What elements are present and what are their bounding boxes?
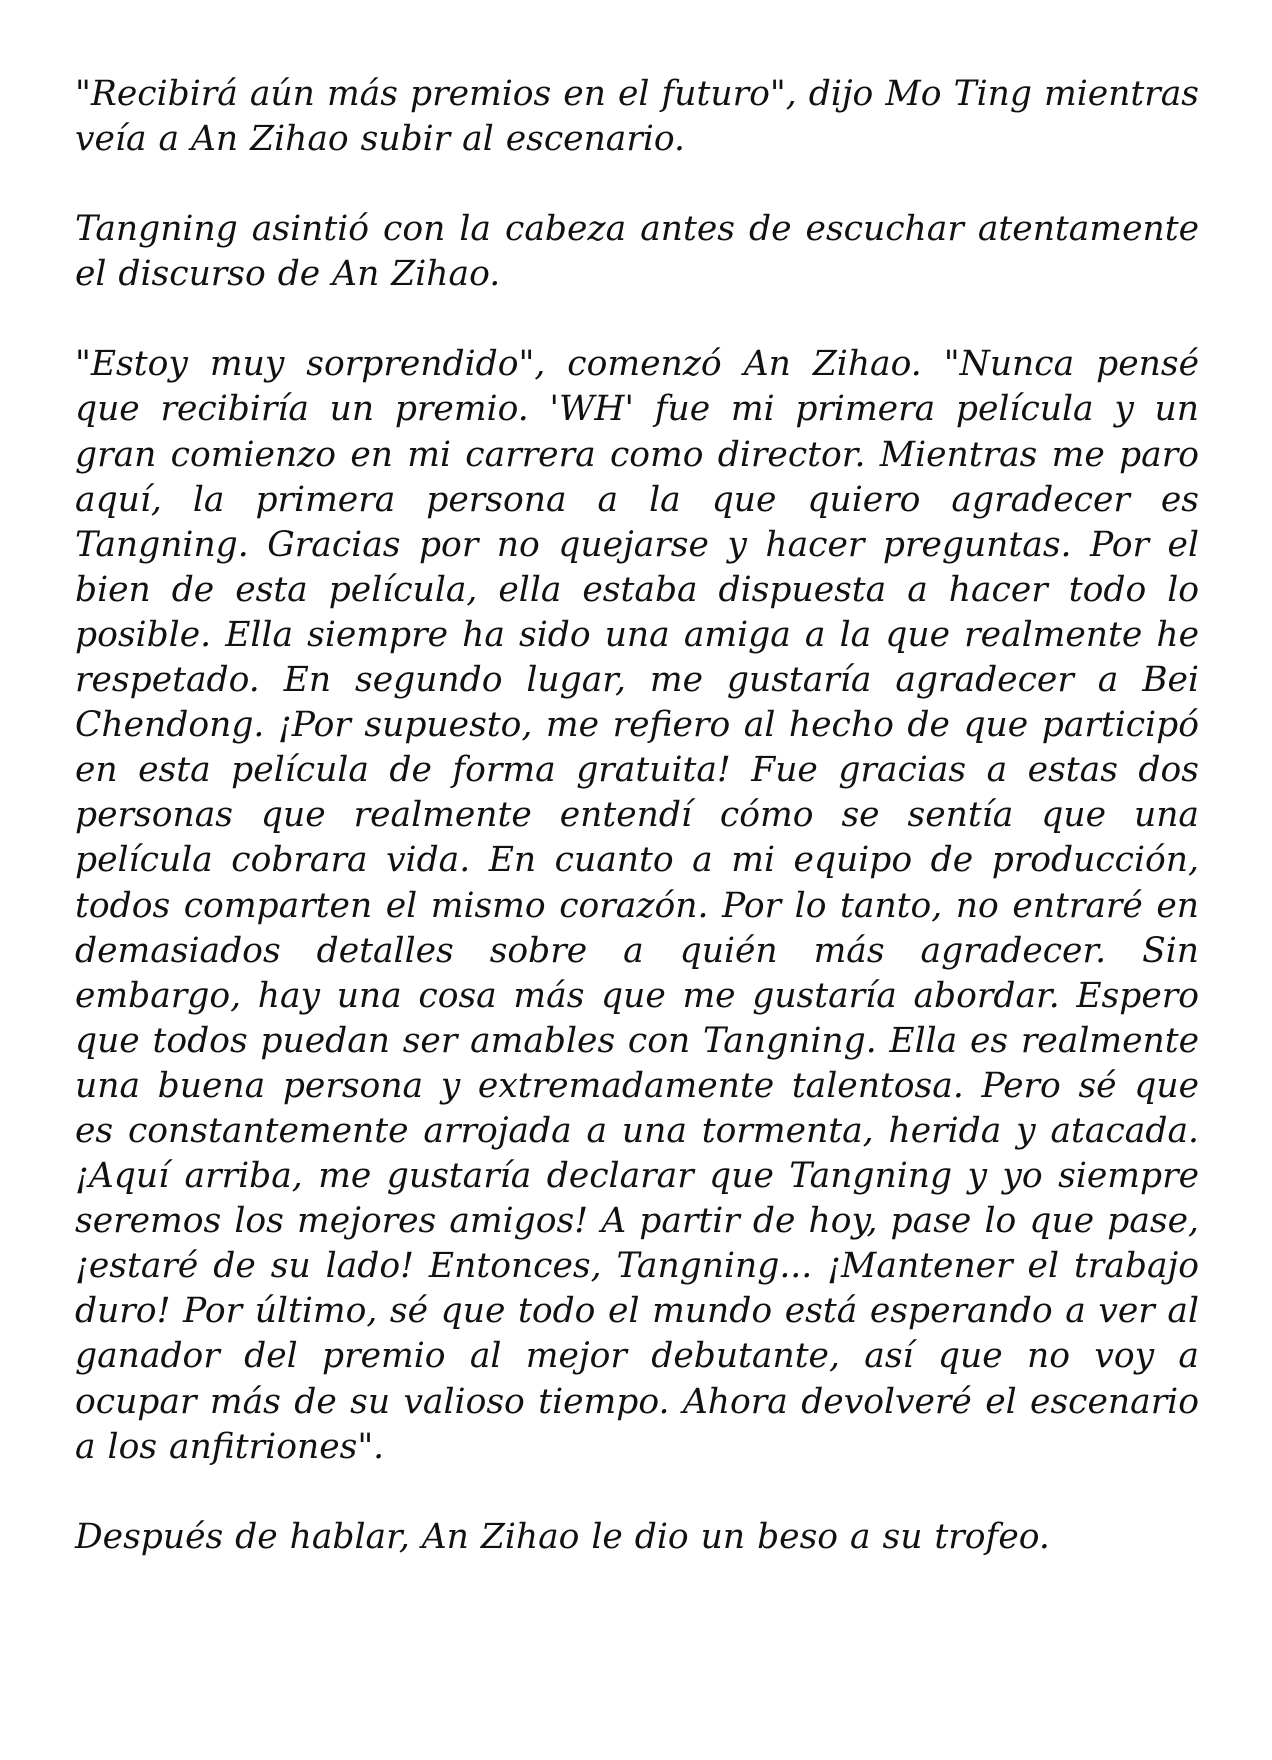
- paragraph-tangning-listens: Tangning asintió con la cabeza antes de escuchar atentamente el discurso de An Zihao.: [75, 209, 1199, 295]
- paragraph-an-zihao-speech: "Estoy muy sorprendido", comenzó An Zihao. "Nunca pensé que recibiría un premio. 'WH' fue mi primera película y un gran comienzo en mi carrera como director. Mientras me paro aquí, la primera persona a la que quiero agradecer es Tangning. Gracias por no quejarse y hacer preguntas. Por el bien de esta película, ella estaba dispuesta a hacer todo lo posible. Ella siempre ha sido una amiga a la que realmente he respetado. En segundo lugar, me gustaría agradecer a Bei Chendong. ¡Por supuesto, me refiero al hecho de que participó en esta película de forma gratuita! Fue gracias a estas dos personas que realmente entendí cómo se sentía que una película cobrara vida. En cuanto a mi equipo de producción, todos comparten el mismo corazón. Por lo tanto, no entraré en demasiados detalles sobre a quién más agradecer. Sin embargo, hay una cosa más que me gustaría abordar. Espero que todos puedan ser amables con Tangning. Ella es realmente una buena persona y extremadamente talentosa. Pero sé que es constantemente arrojada a una tormenta, herida y atacada. ¡Aquí arriba, me gustaría declarar que Tangning y yo siempre seremos los mejores amigos! A partir de hoy, pase lo que pase, ¡estaré de su lado! Entonces, Tangning... ¡Mantener el trabajo duro! Por último, sé que todo el mundo está esperando a ver al ganador del premio al mejor debutante, así que no voy a ocupar más de su valioso tiempo. Ahora devolveré el escenario a los anfitriones".: [75, 344, 1199, 1467]
- paragraph-trophy-kiss: Después de hablar, An Zihao le dio un beso a su trofeo.: [75, 1516, 1050, 1557]
- paragraph-mo-ting-remark: "Recibirá aún más premios en el futuro", dijo Mo Ting mientras veía a An Zihao subir al escenario.: [75, 74, 1199, 160]
- document-page: [75, 72, 1199, 1605]
